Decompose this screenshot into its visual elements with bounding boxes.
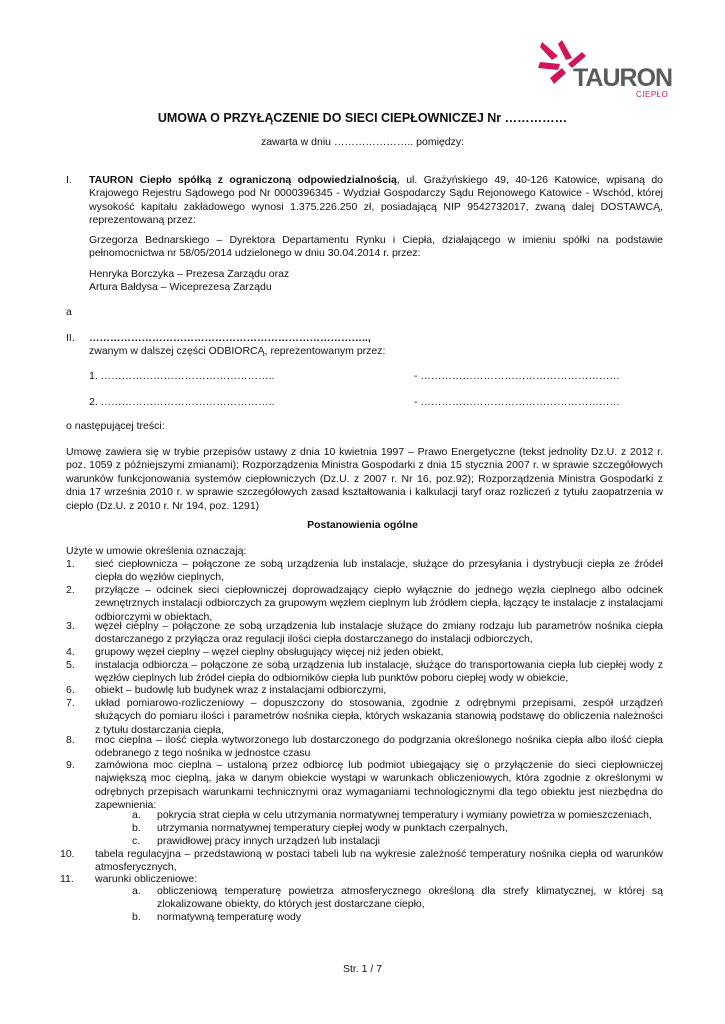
logo-brand-text: TAURON	[573, 64, 673, 92]
party2-text: zwanym w dalszej części ODBIORCĄ, reprezentowanym przez:	[89, 345, 386, 357]
subitem-text: normatywną temperaturę wody	[157, 911, 302, 923]
def-text: przyłącze – odcinek sieci ciepłowniczej doprowadzający ciepło wyłącznie do jednego węzła cieplnego albo odcinek zewnętrznych instalacji odbiorczych za grupowym węzłem cieplnym lub źródłem ciepła, łączący te instalacje z instalacjami odbiorczymi w obiektach,	[95, 584, 663, 623]
page-number: Str. 1 / 7	[342, 963, 383, 975]
section-title: Postanowienia ogólne	[307, 519, 418, 531]
def-number: 11.	[60, 873, 74, 885]
document-subtitle: zawarta w dniu ………………….. pomiędzy:	[260, 136, 465, 148]
def-number: 3.	[66, 620, 75, 632]
def-text: układ pomiarowo-rozliczeniowy – dopuszczony do stosowania, zgodnie z odrębnymi przepisami, zespół urządzeń służących do pomiaru ilości i parametrów nośnika ciepła, których wskazania stanowią podstawę do obliczenia należności z tytułu dostarczania ciepła,	[95, 697, 663, 736]
subitem-text: obliczeniową temperaturę powietrza atmosferycznego określoną dla strefy klimatycznej, w której są zlokalizowane obiekty, do których jest dostarczane ciepło,	[157, 885, 663, 911]
intro-paragraph: Umowę zawiera się w trybie przepisów ustawy z dnia 10 kwietnia 1997 – Prawo Energetyczne (tekst jednolity Dz.U. z 2012 r. poz. 1059 z późniejszymi zmianami); Rozporządzenia Ministra Gospodarki z dnia 15 stycznia 2007 r. w sprawie szczegółowych warunków funkcjonowania systemów ciepłowniczych (Dz.U. z 2007 r. Nr 16, poz.92); Rozporządzenia Ministra Gospodarki z dnia 17 września 2010 r. w sprawie szczegółowych zasad kształtowania i kalkulacji taryf oraz rozliczeń z tytułu zaopatrzenia w ciepło (Dz.U. z 2010 r. Nr 194, poz. 1291)	[66, 446, 663, 512]
subitem-letter: a.	[132, 809, 141, 821]
signature-2-right: - …………………………………………………	[414, 396, 620, 408]
def-number: 8.	[66, 734, 75, 746]
def-number: 2.	[66, 584, 75, 596]
subitem-letter: a.	[132, 885, 141, 897]
def-text: sieć ciepłownicza – połączone ze sobą urządzenia lub instalacje, służące do przesyłania i dystrybucji ciepła ze źródeł ciepła do węzłów cieplnych,	[95, 558, 663, 584]
document-title: UMOWA O PRZYŁĄCZENIE DO SIECI CIEPŁOWNICZEJ Nr ……………	[157, 111, 568, 125]
following-text: o następującej treści:	[66, 420, 165, 432]
def-text: instalacja odbiorcza – połączone ze sobą urządzenia lub instalacje, służące do transportowania ciepła lub ciepłej wody z węzłów cieplnych lub źródeł ciepła do odbiorników ciepła lub punktów poboru ciepłej wody w obiekcie,	[95, 659, 663, 685]
conjunction: a	[66, 306, 72, 318]
party1-rep2: Artura Bałdysa – Wiceprezesa Zarządu	[89, 281, 272, 293]
signature-1-right: - …………………………………………………	[414, 370, 620, 382]
party1-paragraph	[89, 174, 663, 228]
subitem-text: prawidłowej pracy innych urządzeń lub instalacji	[157, 835, 380, 847]
subitem-letter: b.	[132, 822, 141, 834]
def-text: tabela regulacyjna – przedstawioną w postaci tabeli lub na wykresie zależność temperatury nośnika ciepła od warunków atmosferycznych,	[95, 848, 663, 874]
subitem-letter: c.	[132, 835, 141, 847]
subitem-text: utrzymania normatywnej temperatury ciepłej wody w punktach czerpalnych,	[157, 822, 508, 834]
def-number: 4.	[66, 646, 75, 658]
subitem-text: pokrycia strat ciepła w celu utrzymania normatywnej temperatury i wymiany powietrza w pomieszczeniach,	[157, 809, 652, 821]
definitions-intro: Użyte w umowie określenia oznaczają:	[66, 545, 247, 557]
def-number: 1.	[66, 558, 75, 570]
logo-sub-text: CIEPŁO	[636, 90, 669, 99]
subitem-letter: b.	[132, 911, 141, 923]
def-number: 10.	[60, 848, 75, 860]
def-number: 9.	[66, 759, 75, 771]
party1-name: TAURON Ciepło spółką z ograniczoną odpowiedzialnością	[89, 174, 397, 186]
def-text: grupowy węzeł cieplny – węzeł cieplny obsługujący więcej niż jeden obiekt,	[95, 646, 444, 658]
party1-proxy: Grzegorza Bednarskiego – Dyrektora Departamentu Rynku i Ciepła, działającego w imieniu spółki na podstawie pełnomocnictwa nr 58/05/2014 udzielonego w dniu 30.04.2014 r. przez:	[89, 234, 663, 260]
party2-number: II.	[66, 332, 75, 344]
def-text: moc cieplna – ilość ciepła wytworzonego lub dostarczonego do podgrzania określonego nośnika ciepła albo ilość ciepła odebranego z tego nośnika w jednostce czasu	[95, 734, 663, 760]
party1-rep1: Henryka Borczyka – Prezesa Zarządu oraz	[89, 268, 290, 280]
party1-number: I.	[66, 174, 72, 186]
def-number: 5.	[66, 659, 75, 671]
def-number: 7.	[66, 697, 75, 709]
def-text: warunki obliczeniowe:	[95, 873, 198, 885]
def-text: obiekt – budowlę lub budynek wraz z instalacjami odbiorczymi,	[95, 684, 387, 696]
signature-2-left: 2. …………………………………………..	[89, 396, 275, 408]
party2-dots: ……………………………………………………………………..,	[89, 332, 371, 344]
def-number: 6.	[66, 684, 75, 696]
def-text: zamówiona moc cieplna – ustaloną przez odbiorcę lub podmiot ubiegający się o przyłączenie do sieci ciepłowniczej największą moc cieplną, jaka w danym obiekcie wystąpi w warunkach obliczeniowych, która zgodnie z określonymi w odrębnych przepisach warunkami technicznymi oraz wymaganiami technologicznymi dla tego obiektu jest niezbędna do zapewnienia:	[95, 759, 663, 812]
signature-1-left: 1. …………………………………………..	[89, 370, 275, 382]
def-text: węzeł cieplny – połączone ze sobą urządzenia lub instalacje służące do zmiany rodzaju lub parametrów nośnika ciepła dostarczanego z przyłącza oraz regulacji ilości ciepła dostarczanego do instalacji odbiorczych,	[95, 620, 663, 646]
party1-details: , ul. Grażyńskiego 49, 40-126 Katowice, wpisaną do Krajowego Rejestru Sądowego pod Nr 0000396345 - Wydział Gospodarczy Sądu Rejonowego Katowice - Wschód, której wysokość kapitału zakładowego wynosi 1.375.226.250 zł, posiadającą NIP 9542732017, zwaną dalej DOSTAWCĄ, reprezentowaną przez:	[89, 174, 664, 227]
